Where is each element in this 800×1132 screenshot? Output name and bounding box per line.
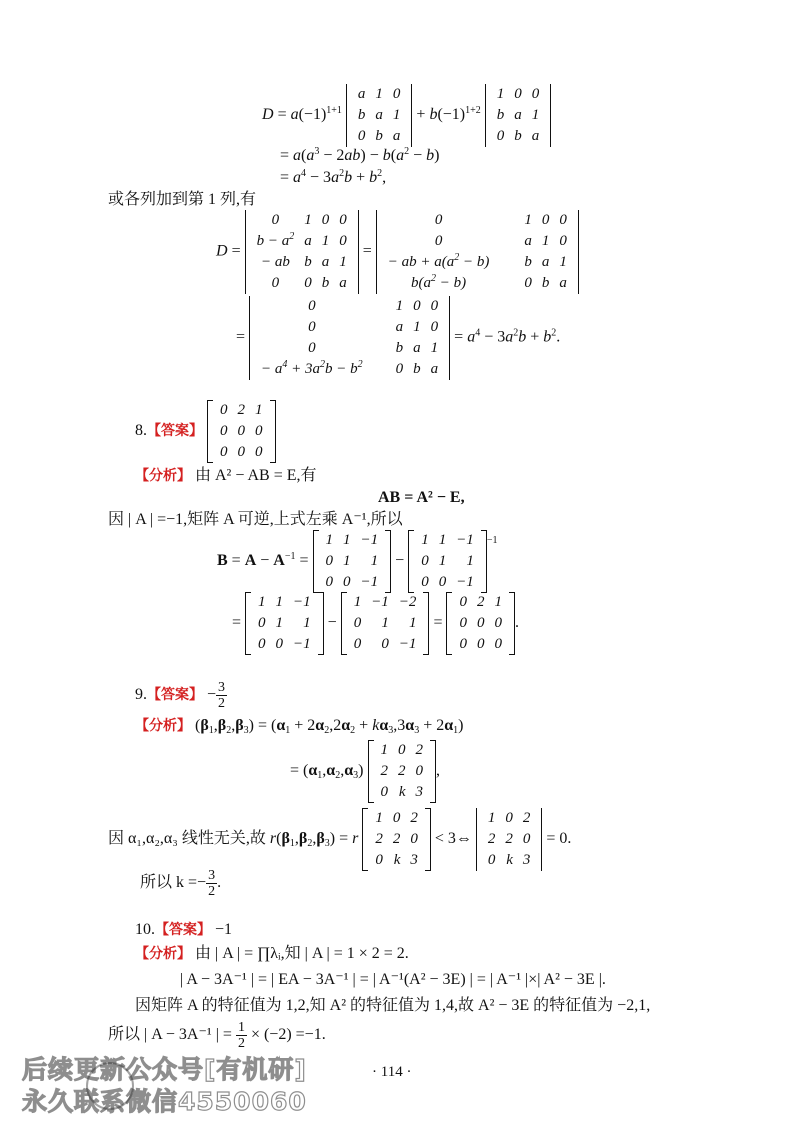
det-3x3-a: a 1 0 b a 1 0 b a (346, 84, 413, 147)
q10-answer-tag: 【答案】 (155, 922, 211, 938)
det-4x4-e: 0 1 0 0 0 a 1 0 0 b a 1 − $a^4 + 3a^2b - b^2$ 0 b a (249, 296, 450, 380)
d-step-3: = $a^4 - 3a^2b + b^2$, (280, 168, 387, 186)
q10-answer-line (135, 920, 232, 940)
det-4x4-c: 0 1 0 0 $b - a^2$ a 1 0 − ab b a 1 0 0 b a (245, 210, 359, 294)
q10-line4: 所以 | A − 3A⁻¹ | = $\frac{1}{2}$ × (−2) =−1. (108, 1020, 326, 1051)
q9-conclusion: 所以 k =− $\frac{3}{2}$ . (140, 868, 222, 899)
q9-analysis-line: 【分析】 $(\beta_1,\beta_2,\beta_3) = (\alpha_1 + 2\alpha_2,2\alpha_2 + k\alpha_3,3\alpha_3 + 2\alpha_1)$ (135, 717, 464, 736)
watermark-line-2: 永久联系微信4550060 (22, 1087, 307, 1116)
q9-coefficient-matrix: 1 0 2 2 2 0 0 k 3 (368, 740, 437, 803)
q9-matrix-form: = $(\alpha_1,\alpha_2,\alpha_3)$ 1 0 2 2 2 0 0 k 3 , (290, 740, 440, 803)
d-final-line: = 0 1 0 0 0 a 1 0 0 b a 1 − $a^4 + 3a^2b - b^2$ 0 b a = $a^4 - 3a^2b + b^2$. (236, 296, 560, 380)
q9-reason-line: 因 α₁,α₂,α₃ 线性无关,故 $r(\beta_1,\beta_2,\beta_3) = r$ 1 0 2 2 2 0 0 k 3 < 3⇔ 1 0 2 2 2 0 0 k 3 = 0. (108, 808, 571, 871)
watermark-line-1: 后续更新公众号[有机研] (22, 1055, 307, 1084)
q8-answer-matrix: 0 2 1 0 0 0 0 0 0 (207, 400, 276, 463)
q9-det-matrix: 1 0 2 2 2 0 0 k 3 (476, 808, 543, 871)
q10-analysis-line (135, 944, 409, 964)
q10-line4-prefix: 所以 | A − 3A⁻¹ | = (108, 1026, 232, 1044)
q10-line2: | A − 3A⁻¹ | = | EA − 3A⁻¹ | = | A⁻¹(A² − 3E) | = | A⁻¹ |×| A² − 3E |. (180, 971, 606, 988)
q8-analysis-line (135, 466, 317, 486)
d-expansion-line: $D = a(-1)^{1+1}$ a 1 0 b a 1 0 b a + $b(-1)^{1+2}$ 1 0 0 b a 1 0 b a (262, 84, 551, 147)
q9-rank-matrix: 1 0 2 2 2 0 0 k 3 (362, 808, 431, 871)
q9-answer-line (135, 680, 227, 711)
q8-eq-ab: AB = A² − E, (378, 489, 465, 506)
q8-analysis-text: 由 A² − AB = E,有 (195, 467, 317, 484)
q8-answer-line (135, 400, 276, 463)
q9-analysis-tag: 【分析】 (135, 718, 191, 734)
q9-label: 9. (135, 686, 147, 704)
matrix-a: 1 1 −1 0 1 1 0 0 −1 (313, 530, 392, 593)
q9-answer-tag: 【答案】 (147, 687, 203, 704)
watermark-face-icon (86, 1062, 134, 1110)
q10-answer-value: −1 (215, 921, 233, 938)
det-3x3-b: 1 0 0 b a 1 0 b a (485, 84, 552, 147)
q9-reason-text: 因 α₁,α₂,α₃ 线性无关,故 (108, 830, 266, 848)
q10-analysis-tag: 【分析】 (135, 946, 191, 962)
q8-label: 8. (135, 422, 147, 440)
matrix-a-inv: 1 −1 −2 0 1 1 0 0 −1 (341, 592, 430, 655)
q10-line1: 由 | A | = ∏λᵢ,知 | A | = 1 × 2 = 2. (195, 945, 409, 962)
matrix-a-2: 1 1 −1 0 1 1 0 0 −1 (245, 592, 324, 655)
det-4x4-d: 0 1 0 0 0 a 1 0 − ab + $a(a^2 - b)$ b a 1 $b(a^2 - b)$ 0 b a (376, 210, 579, 294)
q9-conclusion-text: 所以 k =− (140, 874, 207, 892)
d-column-sum-line: D = 0 1 0 0 $b - a^2$ a 1 0 − ab b a 1 0 0 b a = 0 1 0 0 0 a 1 0 − ab + $a(a^2 - b)$ b a 1 $b(a^2 - b)$ 0 b a (216, 210, 579, 294)
q8-reason: 因 | A | =−1,矩阵 A 可逆,上式左乘 A⁻¹,所以 (108, 511, 403, 528)
q8-answer-tag: 【答案】 (147, 423, 203, 440)
q10-label: 10. (135, 921, 155, 938)
q8-b-line-2: = 1 1 −1 0 1 1 0 0 −1 − 1 −1 −2 0 1 1 0 0 −1 = 0 2 1 0 0 0 0 0 0 . (232, 592, 519, 655)
d-step-2: = $a(a^3 - 2ab) - b(a^2 - b)$ (280, 146, 440, 164)
page-number: · 114 · (372, 1064, 412, 1080)
q8-analysis-tag: 【分析】 (135, 468, 191, 484)
matrix-b-result: 0 2 1 0 0 0 0 0 0 (446, 592, 515, 655)
q9-answer-fraction: $\frac{3}{2}$ (218, 680, 226, 711)
matrix-a-inv-source: 1 1 −1 0 1 1 0 0 −1 (408, 530, 487, 593)
q8-b-line-1: $B = A - A^{-1}$ = 1 1 −1 0 1 1 0 0 −1 − 1 1 −1 0 1 1 0 0 −1 $^{-1}$ (217, 530, 497, 593)
column-sum-intro: 或各列加到第 1 列,有 (108, 191, 257, 208)
q9-answer-sign: − (207, 686, 217, 704)
q10-line3: 因矩阵 A 的特征值为 1,2,知 A² 的特征值为 1,4,故 A² − 3E 的特征值为 −2,1, (135, 997, 651, 1014)
